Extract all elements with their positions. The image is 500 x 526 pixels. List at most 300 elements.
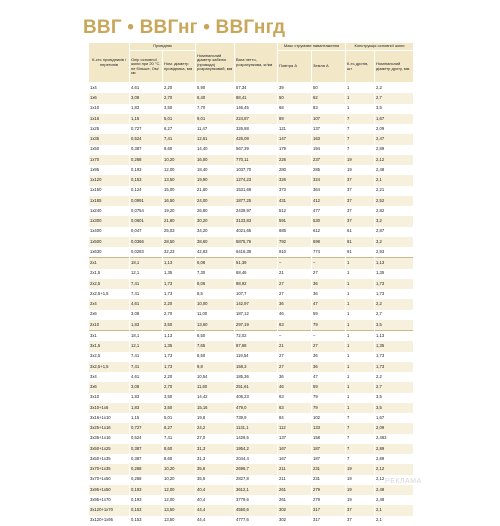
cell-resistance: 7,41: [130, 279, 163, 289]
cell-wires-count: 37: [346, 175, 375, 185]
cell-wire-diameter: 1,35: [375, 341, 414, 351]
cell-resistance: 0,047: [130, 227, 163, 237]
cell-wire-diameter: 2,52: [375, 196, 414, 206]
cell-weight: 158,3: [235, 362, 278, 372]
cell-resistance: 0,727: [130, 423, 163, 433]
cell-ground: 59: [312, 310, 346, 320]
cell-count: 2х6: [89, 310, 130, 320]
cell-air: 373: [278, 186, 312, 196]
cell-air: 46: [278, 382, 312, 392]
cell-air: 261: [278, 485, 312, 495]
cell-wires-count: 1: [346, 104, 375, 114]
cell-ground: 231: [312, 475, 346, 485]
cell-air: 792: [278, 237, 312, 247]
cell-wire-diameter: 2,463: [375, 434, 414, 444]
cell-count: 1х630: [89, 247, 130, 258]
cell-ground: 36: [312, 352, 346, 362]
cell-air: 591: [278, 216, 312, 226]
cell-wire-diameter: 1,73: [375, 289, 414, 299]
cell-count: 3х2,5: [89, 352, 130, 362]
header-conductor-group: Провідник: [130, 43, 196, 51]
cell-count: 3х6: [89, 382, 130, 392]
cell-air: 302: [278, 505, 312, 515]
cell-wires-count: 19: [346, 165, 375, 175]
cell-ground: 36: [312, 279, 346, 289]
cell-cable-diameter: 14,40: [196, 145, 235, 155]
cell-resistance: 0,0366: [130, 237, 163, 247]
cell-air: 89: [278, 114, 312, 124]
cell-weight: 3133,83: [235, 216, 278, 226]
cell-ground: 79: [312, 320, 346, 331]
table-row: [89, 372, 414, 382]
cell-ground: 364: [312, 186, 346, 196]
cell-resistance: 0,524: [130, 134, 163, 144]
cell-cable-diameter: 44,4: [196, 516, 235, 526]
cell-wire-diameter: 2,89: [375, 444, 414, 454]
cell-weight: 4777,6: [235, 516, 278, 526]
cell-wires-count: 7: [346, 145, 375, 155]
table-row: [89, 196, 414, 206]
cell-resistance: 3,08: [130, 310, 163, 320]
cell-count: 3х10: [89, 393, 130, 403]
cell-nom-diameter: 2,20: [163, 83, 196, 94]
cell-wires-count: 1: [346, 310, 375, 320]
cell-wire-diameter: 2,7: [375, 93, 414, 103]
cell-cable-diameter: 10,54: [196, 372, 235, 382]
cell-ground: 317: [312, 505, 346, 515]
cell-wire-diameter: 2,12: [375, 155, 414, 165]
cell-wire-diameter: 1,13: [375, 331, 414, 342]
cell-wires-count: 7: [346, 114, 375, 124]
cell-weight: 1274,23: [235, 175, 278, 185]
cell-nom-diameter: 3,50: [163, 393, 196, 403]
cell-resistance: 0,193: [130, 485, 163, 495]
cell-air: 211: [278, 475, 312, 485]
cell-wires-count: 1: [346, 320, 375, 331]
cell-wire-diameter: 2,2: [375, 83, 414, 94]
cell-wires-count: 1: [346, 289, 375, 299]
cell-wires-count: 19: [346, 464, 375, 474]
cell-wire-diameter: 2,82: [375, 206, 414, 216]
cell-wires-count: 1: [346, 269, 375, 279]
cell-nom-diameter: 3,50: [163, 104, 196, 114]
cell-resistance: 0,268: [130, 475, 163, 485]
cell-nom-diameter: 13,50: [163, 505, 196, 515]
cell-resistance: 0,193: [130, 165, 163, 175]
cell-wire-diameter: 2,21: [375, 186, 414, 196]
cell-air: 21: [278, 269, 312, 279]
cell-wires-count: 1: [346, 299, 375, 309]
cell-wires-count: 7: [346, 124, 375, 134]
cell-cable-diameter: 19,90: [196, 175, 235, 185]
cell-air: 68: [278, 104, 312, 114]
cell-ground: 36: [312, 362, 346, 372]
table-row: [89, 464, 414, 474]
cell-wires-count: 37: [346, 216, 375, 226]
cell-wires-count: 37: [346, 505, 375, 515]
cell-ground: 324: [312, 175, 346, 185]
cell-wire-diameter: 2,7: [375, 382, 414, 392]
cell-count: 1х95: [89, 165, 130, 175]
cell-ground: 412: [312, 196, 346, 206]
cell-nom-diameter: 10,20: [163, 464, 196, 474]
cell-nom-diameter: 1,35: [163, 341, 196, 351]
cell-wire-diameter: 1,73: [375, 352, 414, 362]
cell-wire-diameter: 1,35: [375, 269, 414, 279]
table-row: [89, 216, 414, 226]
cell-wires-count: 7: [346, 423, 375, 433]
cell-cable-diameter: 9,01: [196, 114, 235, 124]
cell-wires-count: 61: [346, 237, 375, 247]
cell-wire-diameter: 3,5: [375, 320, 414, 331]
cell-resistance: 1,83: [130, 104, 163, 114]
cell-weight: 146,45: [235, 104, 278, 114]
table-row: [89, 331, 414, 342]
cell-weight: 297,19: [235, 320, 278, 331]
header-weight: Вага нетто, розрахункова, кг/км: [235, 43, 278, 83]
cell-weight: 2044,4: [235, 454, 278, 464]
cell-weight: 87,68: [235, 341, 278, 351]
table-row: [89, 206, 414, 216]
cell-nom-diameter: 25,03: [163, 227, 196, 237]
header-cable-diameter: Номінальний діаметр кабелю (провода) розрахунковий, мм: [196, 43, 235, 83]
cable-spec-table: [88, 42, 414, 526]
table-row: [89, 175, 414, 185]
table-row: [89, 279, 414, 289]
cell-weight: 251,61: [235, 382, 278, 392]
header-ground: Земля А: [312, 51, 346, 83]
cell-weight: 1426,5: [235, 434, 278, 444]
cell-cable-diameter: 26,80: [196, 206, 235, 216]
cell-cable-diameter: 21,60: [196, 186, 235, 196]
cell-ground: 279: [312, 485, 346, 495]
cell-nom-diameter: 2,20: [163, 299, 196, 309]
table-row: [89, 485, 414, 495]
table-row: [89, 155, 414, 165]
cell-resistance: 4,61: [130, 83, 163, 94]
cell-ground: 102: [312, 413, 346, 423]
cell-resistance: 0,387: [130, 454, 163, 464]
header-wire-diameter: Номінальний діаметр дроту, мм: [375, 51, 414, 83]
cell-resistance: 1,83: [130, 393, 163, 403]
cell-wire-diameter: 2,48: [375, 165, 414, 175]
cell-wire-diameter: 2,1: [375, 505, 414, 515]
cell-cable-diameter: 42,83: [196, 247, 235, 258]
header-nom-diameter: Ном. діаметр провідника, мм: [163, 51, 196, 83]
cell-air: 112: [278, 423, 312, 433]
cell-cable-diameter: 7,70: [196, 104, 235, 114]
cell-air: 27: [278, 352, 312, 362]
cell-ground: 59: [312, 382, 346, 392]
cell-wire-diameter: 2,1: [375, 516, 414, 526]
cell-air: 167: [278, 454, 312, 464]
cell-weight: 142,97: [235, 299, 278, 309]
cell-cable-diameter: 44,4: [196, 505, 235, 515]
cell-weight: 98,92: [235, 279, 278, 289]
cell-nom-diameter: 28,50: [163, 237, 196, 247]
cell-resistance: 0,524: [130, 434, 163, 444]
cell-count: 3х16+1х10: [89, 413, 130, 423]
cell-wires-count: 37: [346, 186, 375, 196]
cell-count: 1х25: [89, 124, 130, 134]
cell-cable-diameter: 9,8: [196, 362, 235, 372]
cell-cable-diameter: 38,60: [196, 237, 235, 247]
cell-count: 3х120+1х95: [89, 516, 130, 526]
cell-count: 1х10: [89, 104, 130, 114]
cell-cable-diameter: 35,6: [196, 464, 235, 474]
cell-wire-diameter: 2,12: [375, 475, 414, 485]
cell-ground: 79: [312, 393, 346, 403]
cell-count: 3х4: [89, 372, 130, 382]
cell-weight: 1531,69: [235, 186, 278, 196]
cell-air: 84: [278, 413, 312, 423]
cell-air: 261: [278, 495, 312, 505]
cell-air: 179: [278, 145, 312, 155]
table-row: [89, 516, 414, 526]
cell-cable-diameter: 7,65: [196, 341, 235, 351]
cell-wire-diameter: 2,89: [375, 145, 414, 155]
cell-air: 302: [278, 516, 312, 526]
cell-count: 1х400: [89, 227, 130, 237]
cell-cable-diameter: 24,00: [196, 196, 235, 206]
cell-resistance: 3,08: [130, 382, 163, 392]
table-row: [89, 114, 414, 124]
cell-cable-diameter: 30,20: [196, 216, 235, 226]
cell-nom-diameter: 1,35: [163, 269, 196, 279]
table-header: [89, 43, 414, 83]
cell-nom-diameter: 1,73: [163, 362, 196, 372]
cell-cable-diameter: 8,5: [196, 289, 235, 299]
cell-count: 1х150: [89, 186, 130, 196]
cell-nom-diameter: 6,27: [163, 423, 196, 433]
cell-nom-diameter: 8,60: [163, 444, 196, 454]
cell-weight: 326,88: [235, 124, 278, 134]
cell-count: 3х1,5: [89, 341, 130, 351]
cell-wire-diameter: 1,67: [375, 114, 414, 124]
cell-resistance: 7,41: [130, 289, 163, 299]
cell-air: 27: [278, 289, 312, 299]
table-row: [89, 434, 414, 444]
table-row: [89, 310, 414, 320]
cell-count: 3х95+1х70: [89, 495, 130, 505]
cell-cable-diameter: 14,42: [196, 393, 235, 403]
cell-weight: 3779,6: [235, 495, 278, 505]
cell-wires-count: 37: [346, 206, 375, 216]
cell-cable-diameter: 10,00: [196, 299, 235, 309]
cell-wires-count: 1: [346, 341, 375, 351]
cell-cable-diameter: 34,20: [196, 227, 235, 237]
cell-wire-diameter: 2,2: [375, 299, 414, 309]
cell-nom-diameter: 1,13: [163, 258, 196, 269]
cell-resistance: 0,268: [130, 155, 163, 165]
cell-wire-diameter: 1,73: [375, 362, 414, 372]
cell-nom-diameter: 5,01: [163, 114, 196, 124]
cell-nom-diameter: 5,01: [163, 413, 196, 423]
cell-wires-count: 7: [346, 454, 375, 464]
cell-ground: 163: [312, 134, 346, 144]
cell-wire-diameter: 2,09: [375, 124, 414, 134]
cell-weight: 119,54: [235, 352, 278, 362]
cell-air: 137: [278, 434, 312, 444]
cell-nom-diameter: 12,00: [163, 485, 196, 495]
cell-ground: 137: [312, 124, 346, 134]
cell-nom-diameter: 7,41: [163, 434, 196, 444]
cell-wire-diameter: 2,7: [375, 310, 414, 320]
cell-ground: 774: [312, 247, 346, 258]
table-row: [89, 444, 414, 454]
cell-wire-diameter: 1,73: [375, 279, 414, 289]
cell-resistance: 0,193: [130, 495, 163, 505]
cell-weight: 68,46: [235, 269, 278, 279]
cell-ground: 47: [312, 299, 346, 309]
cell-count: 3х35+1х16: [89, 434, 130, 444]
cell-wires-count: 1: [346, 331, 375, 342]
table-row: [89, 403, 414, 413]
cell-weight: 57,34: [235, 83, 278, 94]
header-resistance: Опір основної жили при 20 °С, не більше, Ом/км: [130, 51, 163, 83]
cell-wires-count: 37: [346, 516, 375, 526]
cell-resistance: 0,0754: [130, 206, 163, 216]
cell-wires-count: 19: [346, 485, 375, 495]
cell-nom-diameter: 15,00: [163, 186, 196, 196]
cell-ground: 477: [312, 206, 346, 216]
cell-wire-diameter: 2,47: [375, 134, 414, 144]
table-row: [89, 93, 414, 103]
table-row: [89, 362, 414, 372]
cell-count: 3х120+1х70: [89, 505, 130, 515]
cell-wire-diameter: 2,12: [375, 464, 414, 474]
cell-count: 1х500: [89, 237, 130, 247]
cell-cable-diameter: 24,2: [196, 423, 235, 433]
cell-weight: 2696,7: [235, 464, 278, 474]
table-row: [89, 505, 414, 515]
cell-weight: 1877,25: [235, 196, 278, 206]
cell-resistance: 12,1: [130, 269, 163, 279]
cell-nom-diameter: 10,20: [163, 155, 196, 165]
cell-wires-count: 61: [346, 227, 375, 237]
cell-count: 1х185: [89, 196, 130, 206]
table-row: [89, 495, 414, 505]
cell-air: –: [278, 258, 312, 269]
cell-count: 3х2,5+1,5: [89, 362, 130, 372]
cell-nom-diameter: 2,70: [163, 310, 196, 320]
cell-ground: 27: [312, 341, 346, 351]
cell-cable-diameter: 8,50: [196, 352, 235, 362]
cell-resistance: 1,15: [130, 413, 163, 423]
cell-weight: 3612,1: [235, 485, 278, 495]
cell-resistance: 7,41: [130, 352, 163, 362]
header-air: Повітря А: [278, 51, 312, 83]
cell-count: 1х6: [89, 93, 130, 103]
cell-ground: 231: [312, 464, 346, 474]
cell-air: 27: [278, 362, 312, 372]
cell-nom-diameter: 13,50: [163, 175, 196, 185]
cell-count: 1х240: [89, 206, 130, 216]
cell-air: 27: [278, 279, 312, 289]
header-count: К-сть провідників і перетинів: [89, 43, 130, 83]
cell-wires-count: 91: [346, 247, 375, 258]
cell-wires-count: 7: [346, 134, 375, 144]
cell-resistance: 18,1: [130, 258, 163, 269]
cell-resistance: 0,124: [130, 186, 163, 196]
cell-count: 3х1: [89, 331, 130, 342]
cell-ground: 107: [312, 114, 346, 124]
cell-ground: 83: [312, 104, 346, 114]
cell-wires-count: 1: [346, 93, 375, 103]
cell-cable-diameter: 7,30: [196, 269, 235, 279]
cell-cable-diameter: 11,60: [196, 382, 235, 392]
cell-cable-diameter: 15,16: [196, 403, 235, 413]
cell-ground: –: [312, 331, 346, 342]
cell-resistance: 0,153: [130, 505, 163, 515]
cell-count: 1х300: [89, 216, 130, 226]
cell-wire-diameter: 3,5: [375, 403, 414, 413]
cell-count: 3х95+1х50: [89, 485, 130, 495]
cell-air: 431: [278, 196, 312, 206]
cell-cable-diameter: 27,0: [196, 434, 235, 444]
cell-ground: 279: [312, 495, 346, 505]
cell-resistance: 0,268: [130, 464, 163, 474]
cell-weight: 5875,76: [235, 237, 278, 247]
cell-count: 1х35: [89, 134, 130, 144]
cell-air: 147: [278, 134, 312, 144]
cell-nom-diameter: 8,60: [163, 145, 196, 155]
cell-wires-count: 7: [346, 413, 375, 423]
cell-air: 36: [278, 299, 312, 309]
cell-air: 280: [278, 165, 312, 175]
cell-nom-diameter: 2,70: [163, 93, 196, 103]
cell-ground: 612: [312, 227, 346, 237]
cell-wire-diameter: 1,13: [375, 258, 414, 269]
cell-wire-diameter: 3,2: [375, 216, 414, 226]
cell-wires-count: 1: [346, 352, 375, 362]
cell-nom-diameter: 1,13: [163, 331, 196, 342]
cell-resistance: 4,61: [130, 299, 163, 309]
cell-weight: 2439,97: [235, 206, 278, 216]
cell-ground: 47: [312, 372, 346, 382]
cell-nom-diameter: 7,41: [163, 134, 196, 144]
table-row: [89, 382, 414, 392]
cell-resistance: 18,1: [130, 331, 163, 342]
cell-cable-diameter: 6,40: [196, 93, 235, 103]
watermark: РЕКЛАМА: [385, 478, 422, 485]
cell-wires-count: 1: [346, 382, 375, 392]
cell-resistance: 0,0991: [130, 196, 163, 206]
cell-cable-diameter: 8,06: [196, 279, 235, 289]
cell-cable-diameter: 31,3: [196, 454, 235, 464]
cell-wires-count: 1: [346, 372, 375, 382]
cell-nom-diameter: 12,00: [163, 495, 196, 505]
cell-air: 226: [278, 155, 312, 165]
cell-air: 63: [278, 320, 312, 331]
cell-ground: 317: [312, 516, 346, 526]
cell-ground: 237: [312, 155, 346, 165]
cell-resistance: 7,41: [130, 362, 163, 372]
cell-count: 1х50: [89, 145, 130, 155]
cell-wire-diameter: 2,93: [375, 247, 414, 258]
cell-count: 3х50+1х25: [89, 444, 130, 454]
cell-air: 39: [278, 83, 312, 94]
cell-count: 3х10+1х6: [89, 403, 130, 413]
cell-resistance: 0,153: [130, 175, 163, 185]
cell-nom-diameter: 10,20: [163, 475, 196, 485]
table-row: [89, 289, 414, 299]
table-row: [89, 341, 414, 351]
cell-wire-diameter: 2,87: [375, 227, 414, 237]
cell-cable-diameter: 6,50: [196, 331, 235, 342]
cell-nom-diameter: 1,73: [163, 279, 196, 289]
cell-wire-diameter: 3,2: [375, 237, 414, 247]
